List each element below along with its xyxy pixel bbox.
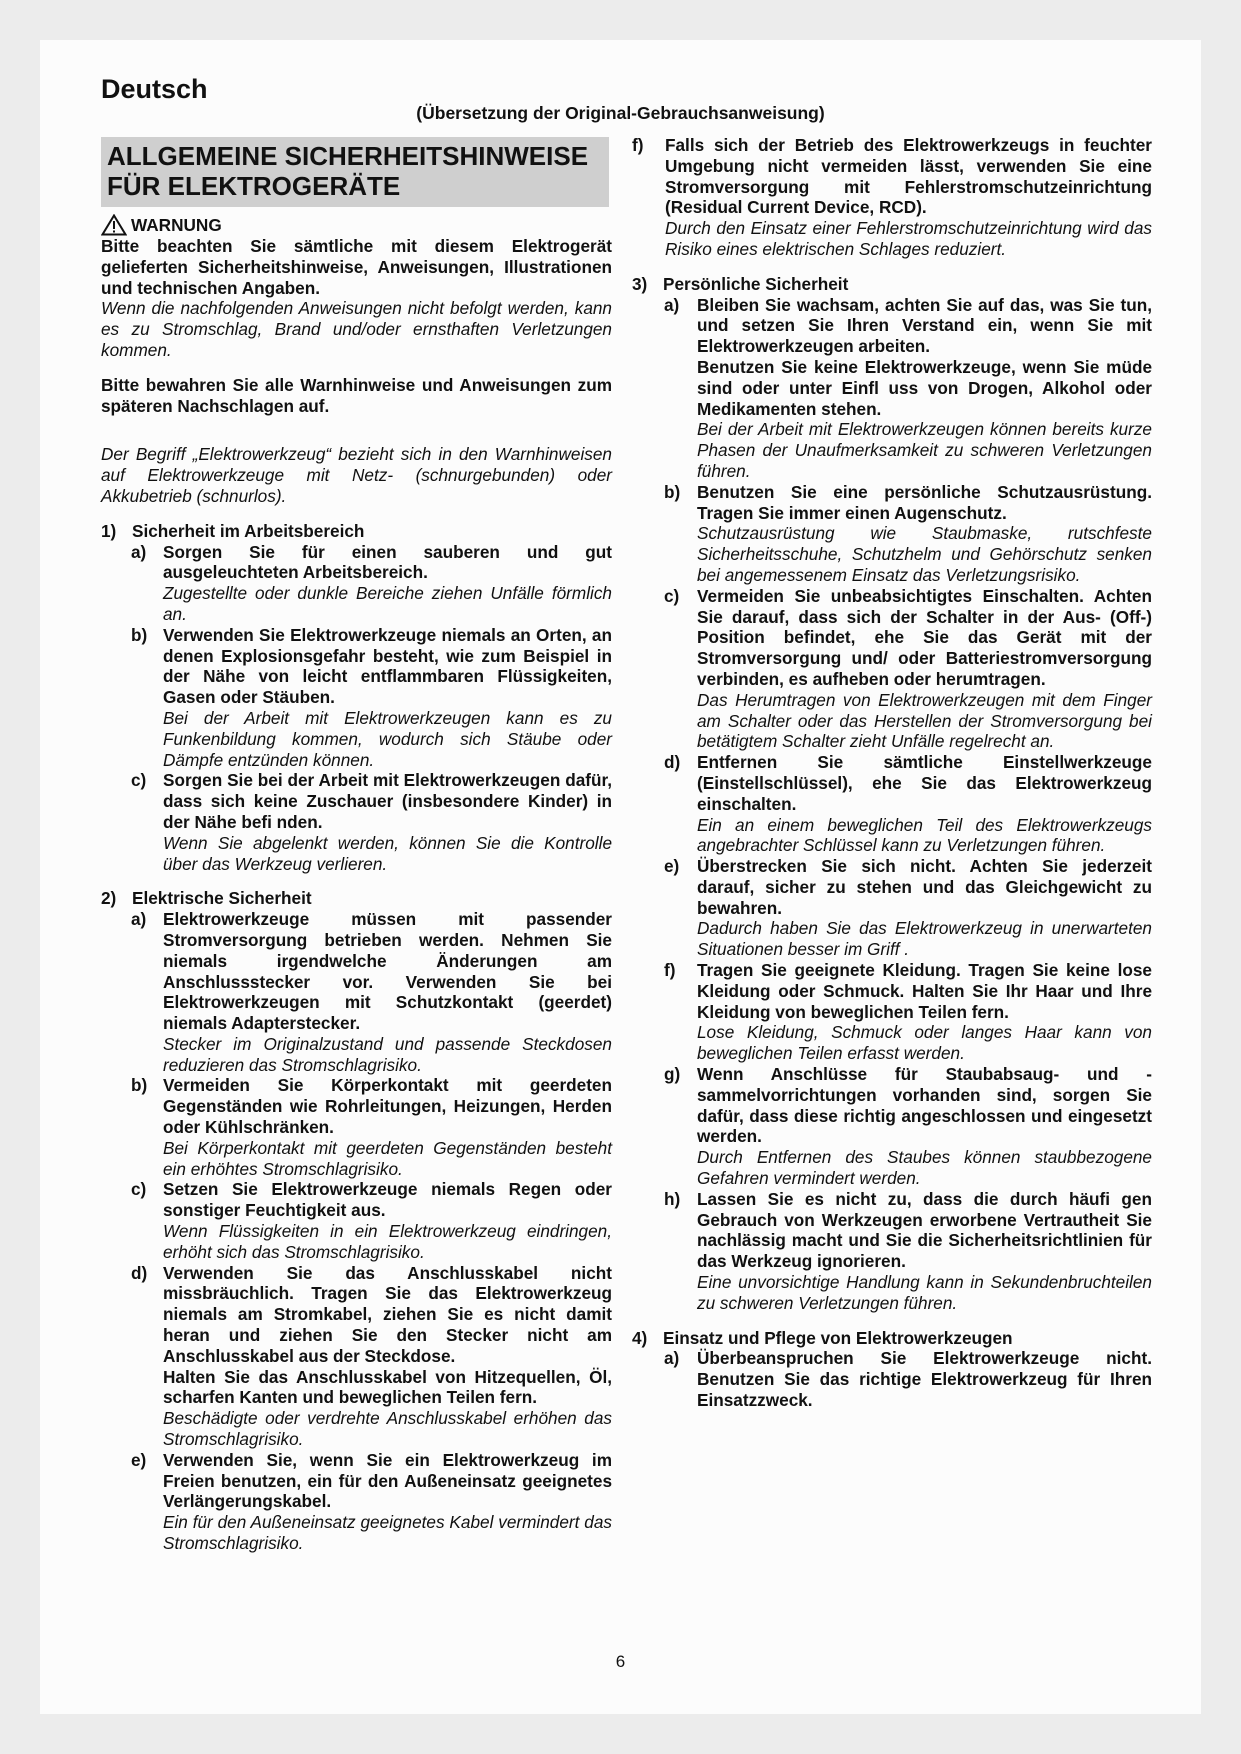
list-item: g) Wenn Anschlüsse für Staubabsaug- und - sammelvorrichtungen vorhanden sind, sorgen Sie dafür, dass diese richtig angeschlossen und eingesetzt werden. Durch Entfernen des Staubes können staubbezogene Gefahren vermindert werden.: [664, 1064, 1152, 1189]
list-item: a) Sorgen Sie für einen sauberen und gut ausgeleuchteten Arbeitsbereich. Zugestellte oder dunkle Bereiche ziehen Unfälle förmlich an.: [131, 541, 612, 624]
warning-label: WARNUNG: [131, 214, 222, 235]
section-1-heading: 1) Sicherheit im Arbeitsbereich: [101, 520, 365, 541]
list-item: c) Setzen Sie Elektrowerkzeuge niemals Regen oder sonstiger Feuchtigkeit aus. Wenn Flüssigkeiten in ein Elektrowerkzeug eindringen, erhöht sich das Stromschlagrisiko.: [131, 1179, 612, 1262]
list-item: d) Verwenden Sie das Anschlusskabel nicht missbräuchlich. Tragen Sie das Elektrowerkzeug niemals am Stromkabel, ziehen Sie es nicht damit heran und ziehen Sie den Stecker nicht am Anschlusskabel aus der Steckdose. Halten Sie das Anschlusskabel von Hitzequellen, Öl, scharfen Kanten und beweglichen Teilen fern. Beschädigte oder verdrehte Anschlusskabel erhöhen das Stromschlagrisiko.: [131, 1262, 612, 1450]
warning-heading: [101, 214, 612, 236]
right-column: [632, 135, 1152, 1411]
section-3-heading: 3) Persönliche Sicherheit: [632, 273, 849, 294]
list-item: d) Entfernen Sie sämtliche Einstellwerkzeuge (Einstellschlüssel), ehe Sie das Elektrowerkzeug einschalten. Ein an einem beweglichen Teil des Elektrowerkzeugs angebrachter Schlüssel kann zu Verletzungen führen.: [664, 752, 1152, 856]
section-4-heading: 4) Einsatz und Pflege von Elektrowerkzeugen: [632, 1327, 1013, 1348]
list-item: a) Bleiben Sie wachsam, achten Sie auf das, was Sie tun, und setzen Sie Ihren Verstand ein, wenn Sie mit Elektrowerkzeugen arbeiten. Benutzen Sie keine Elektrowerkzeuge, wenn Sie müde sind oder unter Einfl uss von Drogen, Alkohol oder Medikamenten stehen. Bei der Arbeit mit Elektrowerkzeugen können bereits kurze Phasen der Unaufmerksamkeit zu schweren Verletzungen führen.: [664, 294, 1152, 481]
list-item: e) Überstrecken Sie sich nicht. Achten Sie jederzeit darauf, sicher zu stehen und das Gleichgewicht zu bewahren. Dadurch haben Sie das Elektrowerkzeug in unerwarteten Situationen besser im Griff .: [664, 856, 1152, 960]
list-item: c) Vermeiden Sie unbeabsichtigtes Einschalten. Achten Sie darauf, dass sich der Schalter in der Aus- (Off-) Position befindet, ehe Sie das Gerät mit der Stromversorgung und/ oder Batteriestromversorgung verbinden, es aufheben oder herumtragen. Das Herumtragen von Elektrowerkzeugen mit dem Finger am Schalter oder das Herstellen der Stromversorgung bei betätigtem Schalter zieht Unfälle regelrecht an.: [664, 585, 1152, 752]
warning-bold-text: Bitte beachten Sie sämtliche mit diesem Elektrogerät gelieferten Sicherheitshinweise, Anweisungen, Illustrationen und technischen Angaben.: [101, 236, 612, 298]
list-item: h) Lassen Sie es nicht zu, dass die durch häufi gen Gebrauch von Werkzeugen erworbene Vertrautheit Sie nachlässig macht und Sie die Sicherheitsrichtlinien für das Werkzeug ignorieren. Eine unvorsichtige Handlung kann in Sekundenbruchteilen zu schweren Verletzungen führen.: [664, 1188, 1152, 1313]
left-column: [101, 137, 612, 1554]
document-subtitle: (Übersetzung der Original-Gebrauchsanweisung): [416, 103, 825, 123]
definition-text: Der Begriff „Elektrowerkzeug“ bezieht sich in den Warnhinweisen auf Elektrowerkzeuge mit Netz- (schnurgebunden) oder Akkubetrieb (schnurlos).: [101, 444, 612, 506]
warning-triangle-icon: [101, 214, 127, 236]
section-title: ALLGEMEINE SICHERHEITSHINWEISE FÜR ELEKTROGERÄTE: [101, 137, 609, 207]
list-item: b) Vermeiden Sie Körperkontakt mit geerdeten Gegenständen wie Rohrleitungen, Heizungen, Herden oder Kühlschränken. Bei Körperkontakt mit geerdeten Gegenständen besteht ein erhöhtes Stromschlagrisiko.: [131, 1075, 612, 1179]
list-item: c) Sorgen Sie bei der Arbeit mit Elektrowerkzeugen dafür, dass sich keine Zuschauer (insbesondere Kinder) in der Nähe befi nden. Wenn Sie abgelenkt werden, können Sie die Kontrolle über das Werkzeug verlieren.: [131, 770, 612, 874]
keep-instructions-text: Bitte bewahren Sie alle Warnhinweise und Anweisungen zum späteren Nachschlagen auf.: [101, 374, 612, 416]
list-item: e) Verwenden Sie, wenn Sie ein Elektrowerkzeug im Freien benutzen, ein für den Außeneinsatz geeignetes Verlängerungskabel. Ein für den Außeneinsatz geeignetes Kabel vermindert das Stromschlagrisiko.: [131, 1449, 612, 1554]
language-heading: Deutsch: [101, 74, 208, 104]
list-item: f) Tragen Sie geeignete Kleidung. Tragen Sie keine lose Kleidung oder Schmuck. Halten Sie Ihr Haar und Ihre Kleidung von beweglichen Teilen fern. Lose Kleidung, Schmuck oder langes Haar kann von beweglichen Teilen erfasst werden.: [664, 960, 1152, 1064]
list-item: f) Falls sich der Betrieb des Elektrowerkzeugs in feuchter Umgebung nicht vermeiden lässt, verwenden Sie eine Stromversorgung mit Fehlerstromschutzeinrichtung (Residual Current Device, RCD). Durch den Einsatz einer Fehlerstromschutzeinrichtung wird das Risiko eines elektrischen Schlages reduziert.: [632, 135, 1152, 259]
list-item: b) Benutzen Sie eine persönliche Schutzausrüstung. Tragen Sie immer einen Augenschutz. Schutzausrüstung wie Staubmaske, rutschfeste Sicherheitsschuhe, Schutzhelm und Gehörschutz senken bei angemessenem Einsatz das Verletzungsrisiko.: [664, 481, 1152, 585]
warning-italic-text: Wenn die nachfolgenden Anweisungen nicht befolgt werden, kann es zu Stromschlag, Brand und/oder ernsthaften Verletzungen kommen.: [101, 298, 612, 360]
list-item: b) Verwenden Sie Elektrowerkzeuge niemals an Orten, an denen Explosionsgefahr besteht, wie zum Beispiel in der Nähe von leicht entflammbaren Flüssigkeiten, Gasen oder Stäuben. Bei der Arbeit mit Elektrowerkzeugen kann es zu Funkenbildung kommen, wodurch sich Stäube oder Dämpfe entzünden können.: [131, 624, 612, 770]
list-item: a) Elektrowerkzeuge müssen mit passender Stromversorgung betrieben werden. Nehmen Sie niemals irgendwelche Änderungen am Anschlussstecker vor. Verwenden Sie bei Elektrowerkzeugen mit Schutzkontakt (geerdet) niemals Adapterstecker. Stecker im Originalzustand und passende Steckdosen reduzieren das Stromschlagrisiko.: [131, 909, 612, 1075]
page-number: 6: [615, 1652, 626, 1671]
section-2-heading: 2) Elektrische Sicherheit: [101, 888, 312, 909]
list-item: a) Überbeanspruchen Sie Elektrowerkzeuge nicht. Benutzen Sie das richtige Elektrowerkzeug für Ihren Einsatzzweck.: [664, 1348, 1152, 1411]
